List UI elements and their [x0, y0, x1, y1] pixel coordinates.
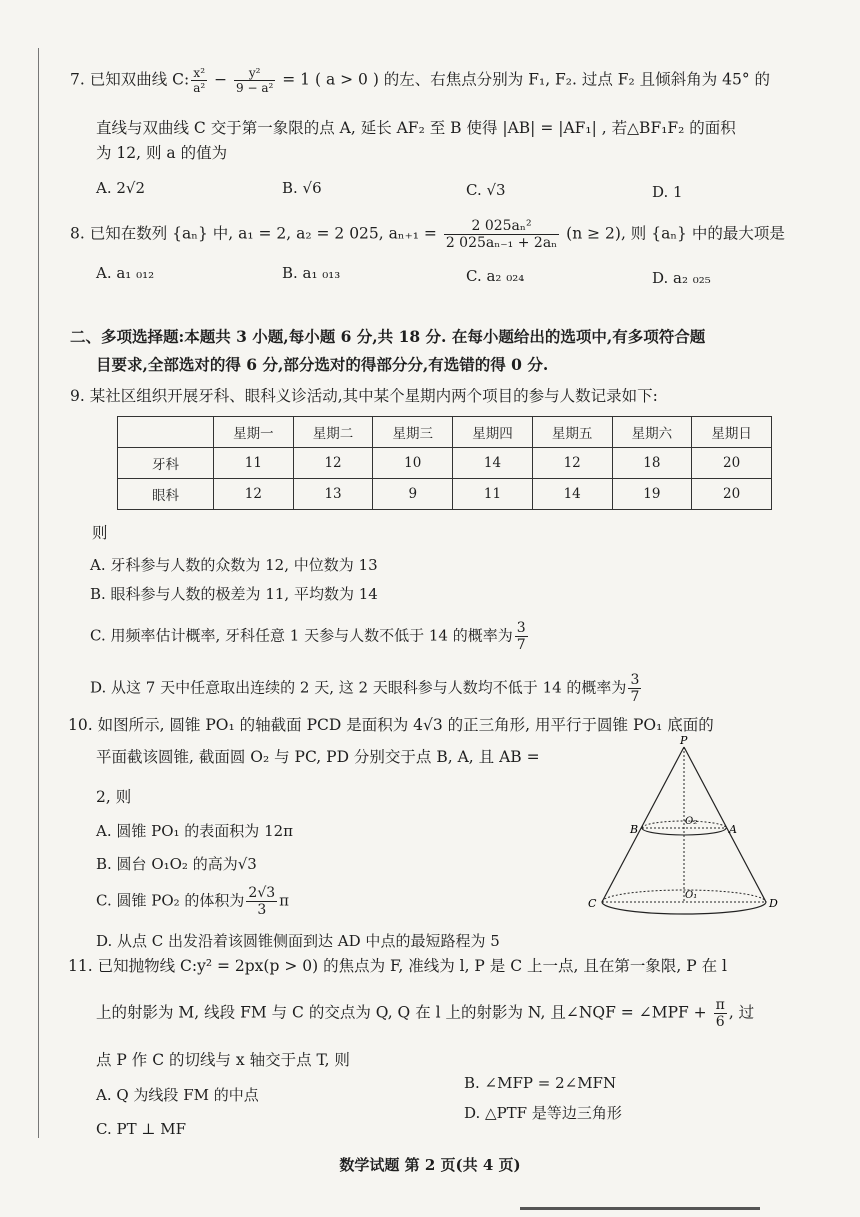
frac-denominator: 9 − a²	[236, 81, 274, 95]
table-cell: 14	[532, 479, 612, 510]
q10-option-d: D. 从点 C 出发沿着该圆锥侧面到达 AD 中点的最短路程为 5	[96, 932, 500, 950]
table-cell: 13	[293, 479, 373, 510]
page-footer: 数学试题 第 2 页(共 4 页)	[339, 1156, 521, 1174]
q11-line2-end: , 过	[728, 1003, 755, 1022]
table-cell: 20	[692, 448, 772, 479]
frac-numerator: x²	[191, 66, 207, 81]
frac-numerator: 3	[516, 620, 526, 636]
cone-edge-pc	[602, 747, 684, 902]
q9-stem: 9. 某社区组织开展牙科、眼科义诊活动,其中某个星期内两个项目的参与人数记录如下:	[70, 387, 658, 405]
q9-option-a: A. 牙科参与人数的众数为 12, 中位数为 13	[90, 556, 378, 574]
q8-option-b: B. a₁ ₀₁₃	[282, 264, 341, 282]
q8-stem-start: 8. 已知在数列 {aₙ} 中, a₁ = 2, a₂ = 2 025, aₙ₊₁ =	[70, 224, 442, 243]
q7-option-d: D. 1	[652, 183, 683, 201]
q9-then: 则	[92, 524, 108, 542]
frac-denominator: 7	[516, 637, 526, 653]
q7-option-b: B. √6	[282, 179, 322, 197]
table-header-cell: 星期五	[532, 417, 612, 448]
table-cell: 11	[214, 448, 294, 479]
q9-option-b: B. 眼科参与人数的极差为 11, 平均数为 14	[90, 585, 378, 603]
label-d: D	[769, 897, 778, 910]
base-ellipse-front	[602, 902, 766, 914]
table-cell: 20	[692, 479, 772, 510]
q8-stem-end: (n ≥ 2), 则 {aₙ} 中的最大项是	[561, 224, 785, 243]
cone-figure	[585, 735, 790, 920]
q10-line2: 平面截该圆锥, 截面圆 O₂ 与 PC, PD 分别交于点 B, A, 且 AB =	[96, 748, 540, 766]
frac-denominator: 6	[715, 1014, 725, 1030]
q11-option-d: D. △PTF 是等边三角形	[464, 1104, 622, 1122]
frac-denominator: 2 025aₙ₋₁ + 2aₙ	[445, 235, 558, 251]
q10-option-c-pi: π	[279, 891, 290, 910]
frac-numerator: 2√3	[248, 885, 276, 901]
section2-heading-line2: 目要求,全部选对的得 6 分,部分选对的得部分分,有选错的得 0 分.	[96, 355, 549, 374]
frac-denominator: a²	[193, 81, 206, 95]
q10-line1: 10. 如图所示, 圆锥 PO₁ 的轴截面 PCD 是面积为 4√3 的正三角形, 用平行于圆锥 PO₁ 底面的	[68, 716, 714, 734]
q7-option-c: C. √3	[466, 181, 506, 199]
table-cell: 牙科	[118, 448, 214, 479]
table-cell: 11	[453, 479, 533, 510]
frac-numerator: 2 025aₙ²	[444, 218, 559, 235]
table-header-cell: 星期四	[453, 417, 533, 448]
table-cell: 12	[532, 448, 612, 479]
frac-numerator: 3	[630, 672, 640, 688]
label-b: B	[630, 823, 639, 836]
table-header-row	[118, 417, 772, 448]
frac-numerator: y²	[234, 66, 275, 81]
q7-frac-y	[234, 66, 275, 95]
minus-sign: −	[209, 70, 233, 89]
label-o2: O₂	[685, 816, 698, 827]
q7-frac-x	[191, 66, 207, 95]
q9-option-c-frac	[515, 620, 528, 653]
q11-line2-start: 上的射影为 M, 线段 FM 与 C 的交点为 Q, Q 在 l 上的射影为 N, 且∠NQF = ∠MPF +	[96, 1003, 712, 1022]
q7-option-a: A. 2√2	[96, 179, 146, 197]
q7-line1	[70, 66, 770, 95]
table-cell: 9	[373, 479, 453, 510]
frac-numerator: π	[715, 997, 725, 1013]
label-p: P	[680, 735, 688, 747]
q8-frac	[444, 218, 559, 251]
table-header-cell	[118, 417, 214, 448]
q9-option-d	[90, 672, 643, 705]
table-cell: 18	[612, 448, 692, 479]
q11-frac	[714, 997, 727, 1030]
q11-option-c: C. PT ⊥ MF	[96, 1120, 186, 1138]
q11-option-a: A. Q 为线段 FM 的中点	[96, 1086, 259, 1104]
q11-line1: 11. 已知抛物线 C:y² = 2px(p > 0) 的焦点为 F, 准线为 l, P 是 C 上一点, 且在第一象限, P 在 l	[68, 957, 727, 975]
q7-line2: 直线与双曲线 C 交于第一象限的点 A, 延长 AF₂ 至 B 使得 |AB| = |AF₁| , 若△BF₁F₂ 的面积	[96, 119, 736, 137]
q7-stem-start: 7. 已知双曲线 C:	[70, 70, 190, 89]
table-cell: 14	[453, 448, 533, 479]
q8-line1	[70, 218, 785, 251]
table-cell: 19	[612, 479, 692, 510]
scan-edge-mark	[520, 1207, 760, 1210]
q8-option-c: C. a₂ ₀₂₄	[466, 267, 525, 285]
table-cell: 12	[214, 479, 294, 510]
q8-option-a: A. a₁ ₀₁₂	[96, 264, 155, 282]
q7-line3: 为 12, 则 a 的值为	[96, 144, 228, 162]
table-header-cell: 星期日	[692, 417, 772, 448]
label-a: A	[729, 823, 737, 836]
table-header-cell: 星期二	[293, 417, 373, 448]
q10-option-c	[96, 885, 289, 918]
q10-option-c-frac	[246, 885, 277, 918]
q10-option-a: A. 圆锥 PO₁ 的表面积为 12π	[96, 822, 294, 840]
q10-line3: 2, 则	[96, 788, 132, 806]
binding-margin-line	[38, 48, 39, 1138]
q9-option-c-text: C. 用频率估计概率, 牙科任意 1 天参与人数不低于 14 的概率为	[90, 626, 513, 645]
table-cell: 10	[373, 448, 453, 479]
q9-table	[117, 416, 772, 510]
frac-denominator: 7	[630, 689, 640, 705]
table-row	[118, 479, 772, 510]
table-row	[118, 448, 772, 479]
table-header-cell: 星期一	[214, 417, 294, 448]
q7-stem-end: = 1 ( a > 0 ) 的左、右焦点分别为 F₁, F₂. 过点 F₂ 且倾斜角为 45° 的	[277, 70, 771, 89]
table-cell: 12	[293, 448, 373, 479]
q11-line3: 点 P 作 C 的切线与 x 轴交于点 T, 则	[96, 1051, 350, 1069]
q9-option-c	[90, 620, 530, 653]
table-header-cell: 星期三	[373, 417, 453, 448]
label-o1: O₁	[685, 890, 698, 901]
section2-heading-line1: 二、多项选择题:本题共 3 小题,每小题 6 分,共 18 分. 在每小题给出的选项中,有多项符合题	[70, 327, 706, 346]
q11-option-b: B. ∠MFP = 2∠MFN	[464, 1074, 617, 1092]
label-c: C	[588, 897, 597, 910]
q10-option-b: B. 圆台 O₁O₂ 的高为√3	[96, 855, 257, 873]
q11-line2	[96, 997, 754, 1030]
q9-option-d-text: D. 从这 7 天中任意取出连续的 2 天, 这 2 天眼科参与人数均不低于 14 的概率为	[90, 678, 627, 697]
q9-option-d-frac	[628, 672, 641, 705]
table-cell: 眼科	[118, 479, 214, 510]
table-header-cell: 星期六	[612, 417, 692, 448]
frac-denominator: 3	[257, 902, 267, 918]
q10-option-c-text: C. 圆锥 PO₂ 的体积为	[96, 891, 245, 910]
q8-option-d: D. a₂ ₀₂₅	[652, 269, 711, 287]
